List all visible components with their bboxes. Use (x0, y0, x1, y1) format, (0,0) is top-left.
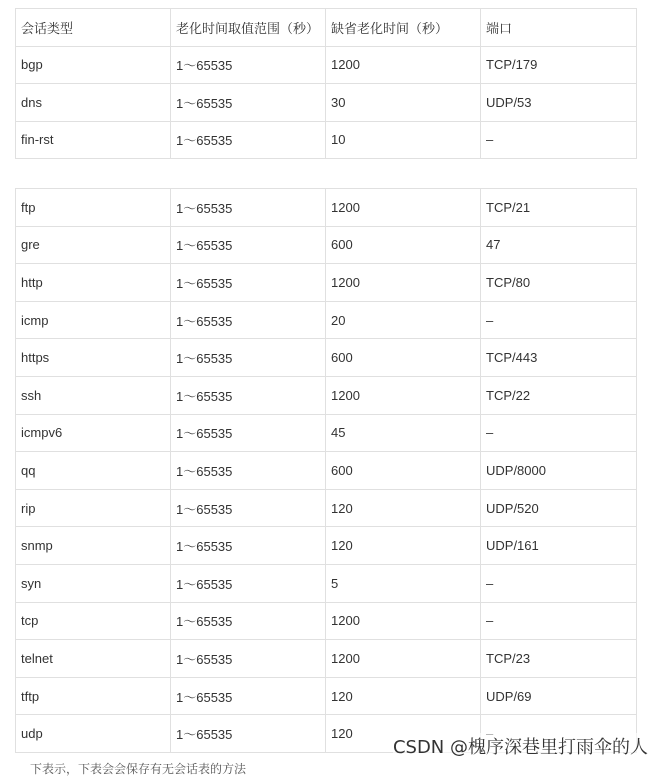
header-session-type: 会话类型 (16, 9, 171, 47)
table-row (16, 339, 637, 377)
cell-aging-range: 1～65535 (171, 527, 326, 565)
table-row (16, 46, 637, 84)
table-row (16, 489, 637, 527)
cell-aging-range: 1～65535 (171, 264, 326, 302)
cell-aging-range: 1～65535 (171, 602, 326, 640)
cell-port: TCP/179 (481, 46, 637, 84)
cell-default-aging: 600 (326, 226, 481, 264)
cell-session-type: icmp (16, 301, 171, 339)
cell-port: – (481, 414, 637, 452)
table-header-row (16, 9, 637, 47)
session-aging-table-top (15, 8, 637, 159)
cell-port: TCP/23 (481, 640, 637, 678)
header-port: 端口 (481, 9, 637, 47)
cell-session-type: dns (16, 84, 171, 122)
cell-session-type: tcp (16, 602, 171, 640)
table-row (16, 677, 637, 715)
cell-port: 47 (481, 226, 637, 264)
table-row (16, 640, 637, 678)
csdn-watermark: CSDN @槐序深巷里打雨伞的人 (393, 733, 648, 759)
cell-aging-range: 1～65535 (171, 339, 326, 377)
cell-aging-range: 1～65535 (171, 84, 326, 122)
cell-default-aging: 1200 (326, 189, 481, 227)
table1-body (16, 46, 637, 159)
cell-aging-range: 1～65535 (171, 564, 326, 602)
cell-session-type: telnet (16, 640, 171, 678)
cell-session-type: http (16, 264, 171, 302)
cell-default-aging: 1200 (326, 264, 481, 302)
cell-aging-range: 1～65535 (171, 226, 326, 264)
table-row (16, 376, 637, 414)
table-row (16, 189, 637, 227)
table-row (16, 264, 637, 302)
cell-default-aging: 5 (326, 564, 481, 602)
cell-aging-range: 1～65535 (171, 301, 326, 339)
cell-default-aging: 1200 (326, 602, 481, 640)
session-aging-table-bottom (15, 188, 637, 753)
cell-default-aging: 45 (326, 414, 481, 452)
cell-session-type: https (16, 339, 171, 377)
header-default-aging: 缺省老化时间（秒） (326, 9, 481, 47)
cell-aging-range: 1～65535 (171, 46, 326, 84)
cell-aging-range: 1～65535 (171, 121, 326, 159)
cell-default-aging: 120 (326, 715, 481, 753)
cell-aging-range: 1～65535 (171, 715, 326, 753)
cell-session-type: rip (16, 489, 171, 527)
cell-port: UDP/161 (481, 527, 637, 565)
cell-session-type: gre (16, 226, 171, 264)
table-row (16, 602, 637, 640)
cell-port: TCP/21 (481, 189, 637, 227)
cell-aging-range: 1～65535 (171, 189, 326, 227)
cell-port: – (481, 602, 637, 640)
cell-session-type: udp (16, 715, 171, 753)
cell-default-aging: 600 (326, 339, 481, 377)
cell-session-type: bgp (16, 46, 171, 84)
cell-session-type: qq (16, 452, 171, 490)
table-row (16, 564, 637, 602)
cell-default-aging: 20 (326, 301, 481, 339)
table-row (16, 452, 637, 490)
cell-session-type: ftp (16, 189, 171, 227)
cell-port: UDP/53 (481, 84, 637, 122)
cell-port: UDP/520 (481, 489, 637, 527)
cell-aging-range: 1～65535 (171, 677, 326, 715)
table-row (16, 226, 637, 264)
cell-default-aging: 600 (326, 452, 481, 490)
cell-aging-range: 1～65535 (171, 452, 326, 490)
cell-port: UDP/69 (481, 677, 637, 715)
cell-port: – (481, 301, 637, 339)
cell-default-aging: 1200 (326, 640, 481, 678)
cell-port: TCP/443 (481, 339, 637, 377)
cell-port: – (481, 564, 637, 602)
table-row (16, 121, 637, 159)
table-row (16, 301, 637, 339)
cell-default-aging: 1200 (326, 46, 481, 84)
cell-session-type: snmp (16, 527, 171, 565)
table2-body (16, 189, 637, 753)
cell-session-type: tftp (16, 677, 171, 715)
cell-aging-range: 1～65535 (171, 640, 326, 678)
cell-aging-range: 1～65535 (171, 489, 326, 527)
cell-session-type: syn (16, 564, 171, 602)
cell-port: UDP/8000 (481, 452, 637, 490)
header-aging-range: 老化时间取值范围（秒） (171, 9, 326, 47)
cell-default-aging: 10 (326, 121, 481, 159)
cell-port: TCP/80 (481, 264, 637, 302)
cell-default-aging: 1200 (326, 376, 481, 414)
cell-port: TCP/22 (481, 376, 637, 414)
table-row (16, 527, 637, 565)
cell-aging-range: 1～65535 (171, 414, 326, 452)
cell-default-aging: 120 (326, 489, 481, 527)
cell-session-type: icmpv6 (16, 414, 171, 452)
cell-session-type: fin-rst (16, 121, 171, 159)
cell-default-aging: 120 (326, 527, 481, 565)
table-row (16, 414, 637, 452)
cell-default-aging: 30 (326, 84, 481, 122)
cell-aging-range: 1～65535 (171, 376, 326, 414)
table-row (16, 84, 637, 122)
cell-default-aging: 120 (326, 677, 481, 715)
cutoff-footer-text: 下表示，下表会会保存有无会话表的方法 (30, 762, 247, 776)
cell-session-type: ssh (16, 376, 171, 414)
cell-port: – (481, 121, 637, 159)
